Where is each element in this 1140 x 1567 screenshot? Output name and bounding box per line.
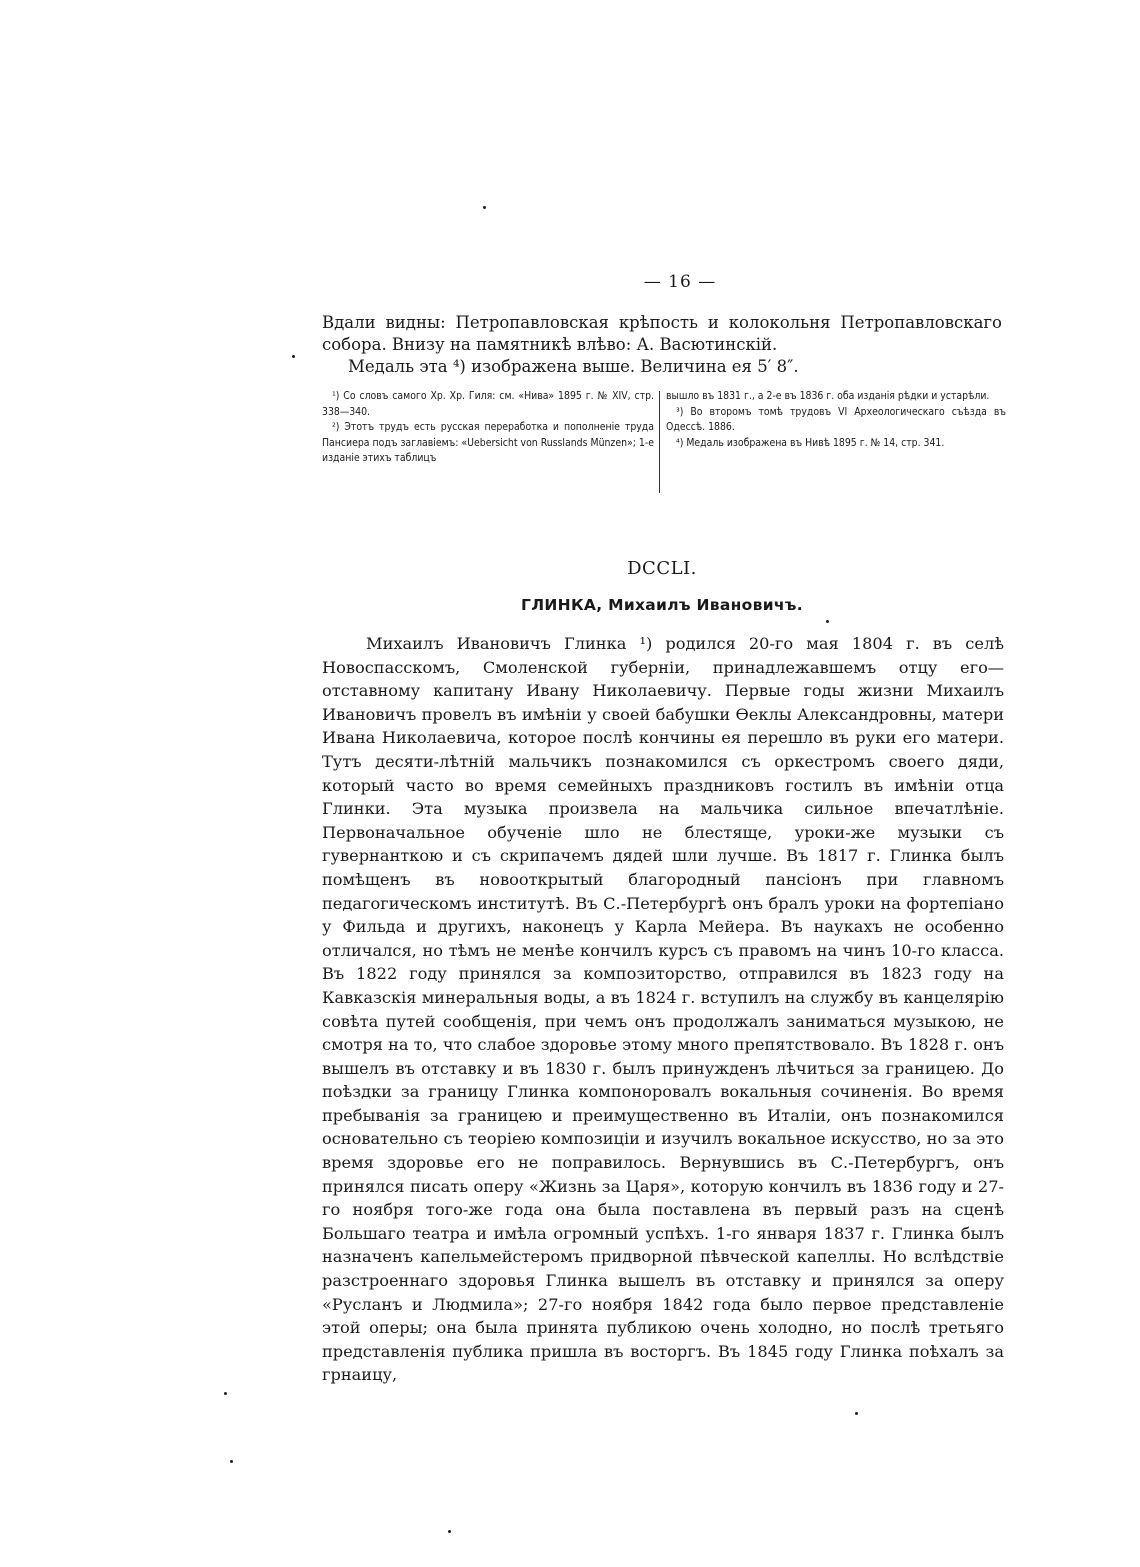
scan-speck <box>292 355 295 358</box>
footnote-1: ¹) Со словъ самого Хр. Хр. Гиля: см. «Нива» 1895 г. № XIV, стр. 338—340. <box>322 390 654 418</box>
footnote-3: ³) Во второмъ томѣ трудовъ VI Археологическаго съѣзда въ Одессѣ. 1886. <box>666 405 1006 433</box>
scan-speck <box>448 1530 451 1533</box>
footnotes-left-column <box>322 389 654 467</box>
scan-speck <box>230 1460 233 1463</box>
footnotes-right-column <box>666 389 1006 451</box>
footnote-column-divider <box>659 391 660 493</box>
section-heading: ГЛИНКА, Михаилъ Ивановичъ. <box>521 596 803 614</box>
section-numeral: DCCLI. <box>627 558 697 579</box>
footnote-2-continued: вышло въ 1831 г., а 2-е въ 1836 г. оба изданія рѣдки и устарѣли. <box>666 390 990 402</box>
body-paragraph: Михаилъ Ивановичъ Глинка ¹) родился 20-го мая 1804 г. въ селѣ Новоспасскомъ, Смоленской губерніи, принадлежавшемъ отцу его—отставному капитану Ивану Николаевичу. Первые годы жизни Михаилъ Ивановичъ провелъ въ имѣніи у своей бабушки Ѳеклы Александровны, матери Ивана Николаевича, которое послѣ кончины ея перешло въ руки его матери. Тутъ десяти-лѣтній мальчикъ познакомился съ оркестромъ своего дяди, который часто во время семейныхъ праздниковъ гостилъ въ имѣніи отца Глинки. Эта музыка произвела на мальчика сильное впечатлѣніе. Первоначальное обученіе шло не блестяще, уроки-же музыки съ гувернанткою и съ скрипачемъ дядей шли лучше. Въ 1817 г. Глинка былъ помѣщенъ въ новооткрытый благородный пансіонъ при главномъ педагогическомъ институтѣ. Въ С.-Петербургѣ онъ бралъ уроки на фортепіано у Фильда и другихъ, наконецъ у Карла Мейера. Въ наукахъ не особенно отличался, но тѣмъ не менѣе кончилъ курсъ съ правомъ на чинъ 10-го класса. Въ 1822 году принялся за композиторство, отправился въ 1823 году на Кавказскія минеральныя воды, а въ 1824 г. вступилъ на службу въ канцелярію совѣта путей сообщенія, при чемъ онъ продолжалъ заниматься музыкою, не смотря на то, что слабое здоровье этому много препятствовало. Въ 1828 г. онъ вышелъ въ отставку и въ 1830 г. былъ принужденъ лѣчиться за границею. До поѣздки за границу Глинка компоноровалъ вокальныя сочиненія. Во время пребыванія за границею и преимущественно въ Италіи, онъ познакомился основательно съ теоріею композиціи и изучилъ вокальное искусство, но за это время здоровье его не поправилось. Вернувшись въ С.-Петербургъ, онъ принялся писать оперу «Жизнь за Царя», которую кончилъ въ 1836 году и 27-го ноября того-же года она была поставлена въ первый разъ на сценѣ Большаго театра и имѣла огромный успѣхъ. 1-го января 1837 г. Глинка былъ назначенъ капельмейстеромъ придворной пѣвческой капеллы. Но вслѣдствіе разстроеннаго здоровья Глинка вышелъ въ отставку и принялся за оперу «Русланъ и Людмила»; 27-го ноября 1842 года было первое представленіе этой оперы; она была принята публикою очень холодно, но послѣ третьяго представленія публика пришла въ восторгъ. Въ 1845 году Глинка поѣхалъ за грнаицу, <box>322 634 1004 1385</box>
page-number: — 16 — <box>643 272 717 292</box>
scan-speck <box>826 620 829 623</box>
scan-speck <box>224 1392 227 1395</box>
intro-paragraph-2: Медаль эта ⁴) изображена выше. Величина ея 5′ 8″. <box>348 357 799 376</box>
footnotes <box>322 389 1006 493</box>
intro-paragraph-1: Вдали видны: Петропавловская крѣпость и колокольня Петропавловскаго собора. Внизу на памятникѣ влѣво: А. Васютинскій. <box>322 313 1002 354</box>
scan-speck <box>855 1412 858 1415</box>
scan-speck <box>483 206 486 209</box>
footnote-4: ⁴) Медаль изображена въ Нивѣ 1895 г. № 14, стр. 341. <box>676 436 945 449</box>
intro-paragraphs <box>322 312 1002 378</box>
footnote-2: ²) Этотъ трудъ есть русская переработка и пополненіе труда Пансиера подъ заглавіемъ: «Uebersicht von Russlands Münzen»; 1-е изданіе этихъ таблицъ <box>322 421 654 464</box>
body-text <box>322 632 1004 1387</box>
